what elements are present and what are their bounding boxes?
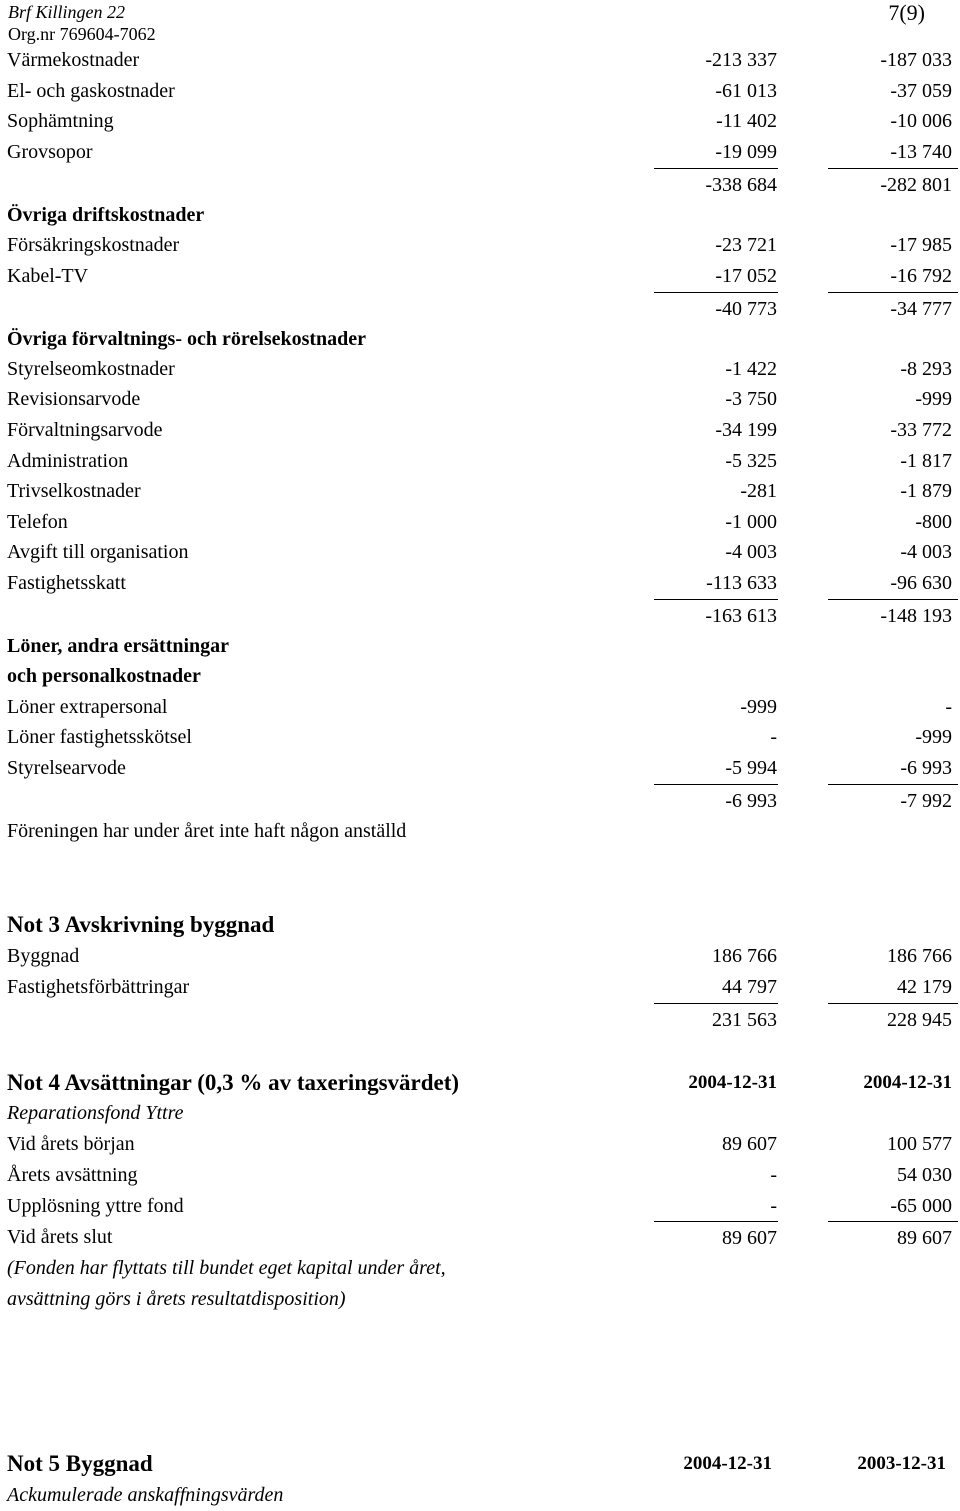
org-name: Brf Killingen 22 — [8, 2, 125, 22]
row-value-current: -5 325 — [725, 450, 777, 472]
row-value-current: 186 766 — [712, 945, 777, 967]
row-value-previous: 100 577 — [887, 1133, 952, 1155]
table-row — [0, 568, 960, 599]
table-row — [0, 722, 960, 753]
row-label: Byggnad — [7, 945, 80, 967]
row-value-current: 44 797 — [722, 976, 777, 998]
subtotal-previous: -148 193 — [880, 605, 952, 627]
row-label: Årets avsättning — [7, 1164, 138, 1186]
row-label: Vid årets början — [7, 1133, 135, 1155]
row-value-current: -5 994 — [725, 757, 777, 779]
row-value-current: -4 003 — [725, 541, 777, 563]
org-number: Org.nr 769604-7062 — [8, 24, 156, 44]
row-value-previous: -65 000 — [890, 1195, 952, 1217]
page-number: 7(9) — [888, 0, 925, 25]
row-value-current: -281 — [740, 480, 777, 502]
subtotal-previous: -282 801 — [880, 174, 952, 196]
column-header-previous: 2004-12-31 — [863, 1072, 952, 1093]
row-label: Styrelsearvode — [7, 757, 126, 779]
row-value-current: -61 013 — [715, 80, 777, 102]
subtotal-current: 89 607 — [722, 1227, 777, 1249]
row-value-previous: 54 030 — [897, 1164, 952, 1186]
subtotal-current: -6 993 — [725, 790, 777, 812]
row-value-current: -1 000 — [725, 511, 777, 533]
row-value-previous: -37 059 — [890, 80, 952, 102]
table-row — [0, 137, 960, 168]
column-header-previous: 2003-12-31 — [857, 1453, 946, 1474]
row-label: Fastighetsförbättringar — [7, 976, 190, 998]
subtotal-row — [0, 600, 960, 631]
note-4-heading: Not 4 Avsättningar (0,3 % av taxeringsvärdet) — [7, 1070, 460, 1095]
row-label: Värmekostnader — [7, 49, 140, 71]
note-text-content: Föreningen har under året inte haft någon anställd — [7, 820, 407, 842]
row-label: Styrelseomkostnader — [7, 358, 175, 380]
row-value-previous: -16 792 — [890, 265, 952, 287]
section-heading — [0, 631, 960, 662]
section-heading — [0, 661, 960, 692]
row-value-previous: -96 630 — [890, 572, 952, 594]
row-label: Löner extrapersonal — [7, 696, 168, 718]
subtotal-row — [0, 1222, 960, 1253]
row-value-previous: - — [945, 696, 952, 718]
subtotal-row — [0, 293, 960, 324]
section-heading — [0, 324, 960, 355]
row-label: Sophämtning — [7, 110, 114, 132]
table-row — [0, 753, 960, 784]
footnote-text: (Fonden har flyttats till bundet eget kapital under året, — [7, 1257, 446, 1279]
table-row — [0, 261, 960, 292]
table-row — [0, 76, 960, 107]
table-row — [0, 537, 960, 568]
footnote — [0, 1253, 960, 1284]
row-label: El- och gaskostnader — [7, 80, 175, 102]
note-heading — [0, 1066, 960, 1100]
subtotal-current: 231 563 — [712, 1009, 777, 1031]
footnote — [0, 1284, 960, 1315]
subheading-text: Reparationsfond Yttre — [7, 1102, 184, 1124]
table-row — [0, 972, 960, 1003]
row-value-previous: -4 003 — [900, 541, 952, 563]
table-row — [0, 106, 960, 137]
column-header-current: 2004-12-31 — [683, 1453, 772, 1474]
subtotal-row — [0, 169, 960, 200]
footnote-text: avsättning görs i årets resultatdisposition) — [7, 1288, 346, 1310]
table-row — [0, 415, 960, 446]
row-value-previous: -33 772 — [890, 419, 952, 441]
table-row — [0, 941, 960, 972]
row-value-previous: 186 766 — [887, 945, 952, 967]
table-row — [0, 692, 960, 723]
row-label: Avgift till organisation — [7, 541, 189, 563]
section-heading-text: Övriga driftskostnader — [7, 204, 205, 226]
subtotal-previous: -34 777 — [890, 298, 952, 320]
row-value-current: -1 422 — [725, 358, 777, 380]
row-value-previous: -17 985 — [890, 234, 952, 256]
table-row — [0, 1160, 960, 1191]
row-label: Upplösning yttre fond — [7, 1195, 184, 1217]
row-value-previous: -1 817 — [900, 450, 952, 472]
row-label: Förvaltningsarvode — [7, 419, 163, 441]
row-value-current: -17 052 — [715, 265, 777, 287]
row-label: Löner fastighetsskötsel — [7, 726, 192, 748]
row-value-current: 89 607 — [722, 1133, 777, 1155]
row-label: Trivselkostnader — [7, 480, 141, 502]
row-value-previous: -6 993 — [900, 757, 952, 779]
table-row — [0, 1129, 960, 1160]
row-label: Försäkringskostnader — [7, 234, 180, 256]
row-value-current: -19 099 — [715, 141, 777, 163]
row-value-current: -113 633 — [706, 572, 777, 594]
section-heading-text: Löner, andra ersättningar — [7, 635, 230, 657]
row-label: Administration — [7, 450, 129, 472]
subheading-text: Ackumulerade anskaffningsvärden — [7, 1484, 284, 1506]
row-value-current: -34 199 — [715, 419, 777, 441]
subtotal-row — [0, 1004, 960, 1035]
row-value-previous: -800 — [915, 511, 952, 533]
subtotal-current: -163 613 — [705, 605, 777, 627]
table-row — [0, 1191, 960, 1222]
row-value-previous: -8 293 — [900, 358, 952, 380]
row-label: Fastighetsskatt — [7, 572, 126, 594]
row-value-current: - — [770, 1195, 777, 1217]
note-heading — [0, 908, 960, 942]
table-row — [0, 230, 960, 261]
row-value-current: - — [770, 726, 777, 748]
table-row — [0, 384, 960, 415]
row-label: Grovsopor — [7, 141, 93, 163]
row-value-previous: -999 — [915, 388, 952, 410]
section-heading — [0, 200, 960, 231]
subheading — [0, 1480, 960, 1511]
note-3-heading: Not 3 Avskrivning byggnad — [7, 912, 275, 937]
row-value-previous: -13 740 — [890, 141, 952, 163]
subtotal-row — [0, 785, 960, 816]
column-header-current: 2004-12-31 — [688, 1072, 777, 1093]
row-value-current: - — [770, 1164, 777, 1186]
subtotal-current: -40 773 — [715, 298, 777, 320]
row-value-previous: -1 879 — [900, 480, 952, 502]
row-value-current: -11 402 — [716, 110, 777, 132]
subtotal-current: -338 684 — [705, 174, 777, 196]
row-value-previous: -187 033 — [880, 49, 952, 71]
row-value-previous: -10 006 — [890, 110, 952, 132]
row-value-current: -3 750 — [725, 388, 777, 410]
row-value-previous: -999 — [915, 726, 952, 748]
table-row — [0, 446, 960, 477]
row-value-previous: 42 179 — [897, 976, 952, 998]
table-row — [0, 354, 960, 385]
row-label: Kabel-TV — [7, 265, 89, 287]
note-5-heading: Not 5 Byggnad — [7, 1451, 153, 1476]
table-row — [0, 507, 960, 538]
row-value-current: -999 — [740, 696, 777, 718]
table-row — [0, 45, 960, 76]
row-value-current: -213 337 — [705, 49, 777, 71]
row-label: Telefon — [7, 511, 68, 533]
note-text — [0, 816, 960, 847]
subtotal-previous: 228 945 — [887, 1009, 952, 1031]
subheading — [0, 1098, 960, 1129]
row-label: Revisionsarvode — [7, 388, 141, 410]
note-heading — [0, 1447, 960, 1481]
section-heading-text: Övriga förvaltnings- och rörelsekostnader — [7, 328, 367, 350]
subtotal-previous: 89 607 — [897, 1227, 952, 1249]
section-heading-text: och personalkostnader — [7, 665, 201, 687]
row-label: Vid årets slut — [7, 1226, 113, 1248]
row-value-current: -23 721 — [715, 234, 777, 256]
table-row — [0, 476, 960, 507]
subtotal-previous: -7 992 — [900, 790, 952, 812]
